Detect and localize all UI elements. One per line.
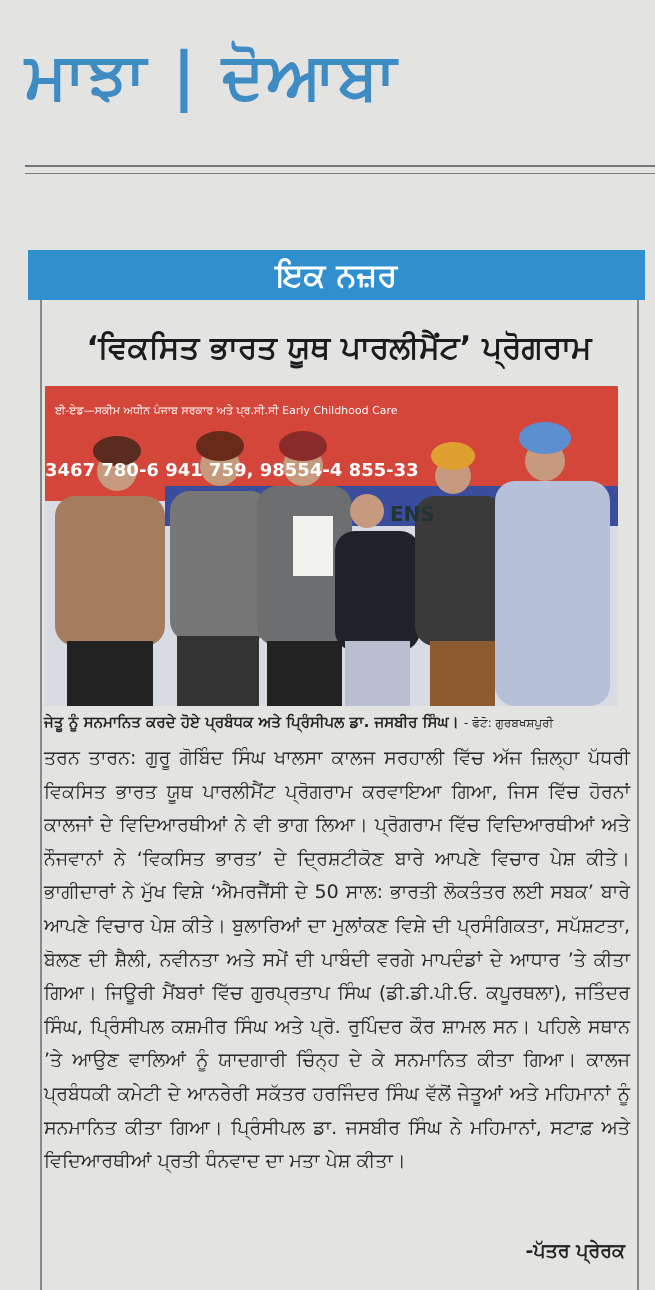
byline: -ਪੱਤਰ ਪ੍ਰੇਰਕ (525, 1240, 625, 1262)
divider (25, 173, 655, 174)
article-body (44, 742, 630, 1179)
photo-banner-partial: ENS (390, 502, 435, 526)
photo-illustration (45, 386, 618, 706)
photo-banner-text: ਈ-ਏਡ—ਸਕੀਮ ਅਧੀਨ ਪੰਜਾਬ ਸਰਕਾਰ ਅਤੇ ਪ੍ਰ.ਸੀ.ਸੀ Early Childhood Care (55, 404, 398, 417)
section-banner: ਇਕ ਨਜ਼ਰ (28, 250, 645, 300)
article-title: ‘ਵਿਕਸਿਤ ਭਾਰਤ ਯੂਥ ਪਾਰਲੀਮੈਂਟ’ ਪ੍ਰੋਗਰਾਮ (86, 330, 592, 366)
article-photo (45, 386, 618, 706)
photo-banner-phone: 3467 780-6 941 759, 98554-4 855-33 (45, 460, 419, 481)
section-masthead: ਮਾਝਾ | ਦੋਆਬਾ (25, 40, 399, 114)
article-paragraph: ਤਰਨ ਤਾਰਨ: ਗੁਰੂ ਗੋਬਿੰਦ ਸਿੰਘ ਖਾਲਸਾ ਕਾਲਜ ਸਰਹਾਲੀ ਵਿੱਚ ਅੱਜ ਜ਼ਿਲ੍ਹਾ ਪੱਧਰੀ ਵਿਕਸਿਤ ਭਾਰਤ ਯੂਥ ਪਾਰਲੀਮੈਂਟ ਪ੍ਰੋਗਰਾਮ ਕਰਵਾਇਆ ਗਿਆ, ਜਿਸ ਵਿੱਚ ਹੋਰਨਾਂ ਕਾਲਜਾਂ ਦੇ ਵਿਦਿਆਰਥੀਆਂ ਨੇ ਵੀ ਭਾਗ ਲਿਆ। ਪ੍ਰੋਗਰਾਮ ਵਿੱਚ ਵਿਦਿਆਰਥੀਆਂ ਅਤੇ ਨੌਜਵਾਨਾਂ ਨੇ ‘ਵਿਕਸਿਤ ਭਾਰਤ’ ਦੇ ਦ੍ਰਿਸ਼ਟੀਕੋਣ ਬਾਰੇ ਆਪਣੇ ਵਿਚਾਰ ਪੇਸ਼ ਕੀਤੇ। ਭਾਗੀਦਾਰਾਂ ਨੇ ਮੁੱਖ ਵਿਸ਼ੇ ‘ਐਮਰਜੈਂਸੀ ਦੇ 50 ਸਾਲ: ਭਾਰਤੀ ਲੋਕਤੰਤਰ ਲਈ ਸਬਕ’ ਬਾਰੇ ਆਪਣੇ ਵਿਚਾਰ ਪੇਸ਼ ਕੀਤੇ। ਬੁਲਾਰਿਆਂ ਦਾ ਮੁਲਾਂਕਣ ਵਿਸ਼ੇ ਦੀ ਪ੍ਰਸੰਗਿਕਤਾ, ਸਪੱਸ਼ਟਤਾ, ਬੋਲਣ ਦੀ ਸ਼ੈਲੀ, ਨਵੀਨਤਾ ਅਤੇ ਸਮੇਂ ਦੀ ਪਾਬੰਦੀ ਵਰਗੇ ਮਾਪਦੰਡਾਂ ਦੇ ਆਧਾਰ ’ਤੇ ਕੀਤਾ ਗਿਆ। ਜਿਊਰੀ ਮੈਂਬਰਾਂ ਵਿੱਚ ਗੁਰਪ੍ਰਤਾਪ ਸਿੰਘ (ਡੀ.ਡੀ.ਪੀ.ਓ. ਕਪੂਰਥਲਾ), ਜਤਿੰਦਰ ਸਿੰਘ, ਪ੍ਰਿੰਸੀਪਲ ਕਸ਼ਮੀਰ ਸਿੰਘ ਅਤੇ ਪ੍ਰੋ. ਰੁਪਿੰਦਰ ਕੌਰ ਸ਼ਾਮਲ ਸਨ। ਪਹਿਲੇ ਸਥਾਨ ’ਤੇ ਆਉਣ ਵਾਲਿਆਂ ਨੂੰ ਯਾਦਗਾਰੀ ਚਿੰਨ੍ਹ ਦੇ ਕੇ ਸਨਮਾਨਿਤ ਕੀਤਾ ਗਿਆ। ਕਾਲਜ ਪ੍ਰਬੰਧਕੀ ਕਮੇਟੀ ਦੇ ਆਨਰੇਰੀ ਸਕੱਤਰ ਹਰਜਿੰਦਰ ਸਿੰਘ ਵੱਲੋਂ ਜੇਤੂਆਂ ਅਤੇ ਮਹਿਮਾਨਾਂ ਨੂੰ ਸਨਮਾਨਿਤ ਕੀਤਾ ਗਿਆ। ਪ੍ਰਿੰਸੀਪਲ ਡਾ. ਜਸਬੀਰ ਸਿੰਘ ਨੇ ਮਹਿਮਾਨਾਂ, ਸਟਾਫ਼ ਅਤੇ ਵਿਦਿਆਰਥੀਆਂ ਪ੍ਰਤੀ ਧੰਨਵਾਦ ਦਾ ਮਤਾ ਪੇਸ਼ ਕੀਤਾ। (44, 747, 630, 1173)
divider (25, 165, 655, 167)
caption-text: ਜੇਤੂ ਨੂੰ ਸਨਮਾਨਿਤ ਕਰਦੇ ਹੋਏ ਪ੍ਰਬੰਧਕ ਅਤੇ ਪ੍ਰਿੰਸੀਪਲ ਡਾ. ਜਸਬੀਰ ਸਿੰਘ। (44, 713, 459, 731)
photo-credit: - ਫੋਟੋ: ਗੁਰਬਖਸ਼ਪੁਰੀ (464, 716, 554, 730)
photo-caption (44, 713, 634, 731)
